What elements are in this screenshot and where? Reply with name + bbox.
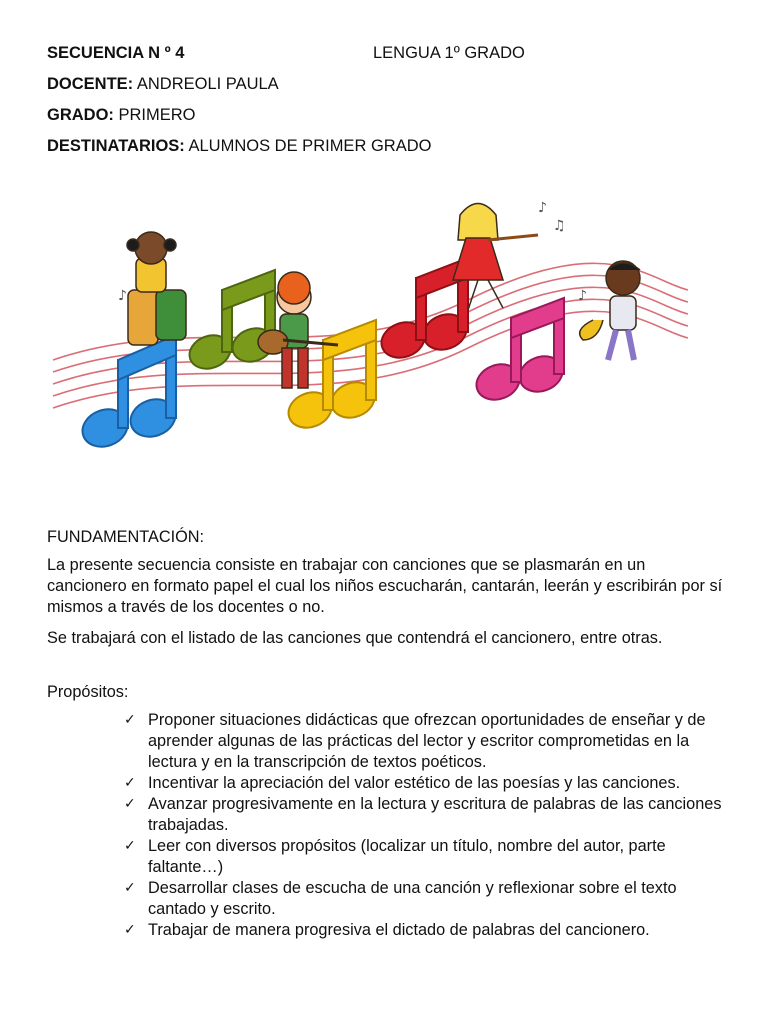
list-item: ✓ Proponer situaciones didácticas que ofrezcan oportunidades de enseñar y de aprender algunas de las prácticas del lector y escritor comprometidas en la lectura y en la transcripción de textos poéticos. bbox=[124, 711, 706, 771]
recipients-value: ALUMNOS DE PRIMER GRADO bbox=[188, 137, 432, 155]
child-drummer bbox=[127, 232, 186, 345]
fundamentacion-paragraph-1: La presente secuencia consiste en trabajar con canciones que se plasmarán en un cancionero en formato papel el cual los niños escucharán, cantarán, leerán y escribirán por sí mismos a través de los docentes o no. bbox=[47, 556, 723, 616]
recipients-label: DESTINATARIOS: bbox=[47, 137, 185, 155]
list-item: ✓ Avanzar progresivamente en la lectura y escritura de palabras de las canciones trabajadas. bbox=[124, 795, 722, 834]
grade-label: GRADO: bbox=[47, 106, 114, 124]
grade-line bbox=[47, 105, 196, 125]
list-item: ✓ Desarrollar clases de escucha de una canción y reflexionar sobre el texto cantado y escrito. bbox=[124, 879, 677, 918]
check-icon: ✓ bbox=[124, 922, 136, 938]
recipients-line bbox=[47, 136, 431, 156]
list-item: ✓ Leer con diversos propósitos (localizar un título, nombre del autor, parte faltante…) bbox=[124, 837, 666, 876]
check-icon: ✓ bbox=[124, 838, 136, 854]
list-item: ✓ Trabajar de manera progresiva el dictado de palabras del cancionero. bbox=[124, 921, 650, 939]
teacher-value: ANDREOLI PAULA bbox=[136, 75, 279, 93]
propositos-heading: Propósitos: bbox=[47, 683, 129, 701]
svg-text:♪: ♪ bbox=[578, 288, 587, 304]
check-icon: ✓ bbox=[124, 880, 136, 896]
sequence-title: SECUENCIA N º 4 bbox=[47, 44, 185, 62]
floating-small-notes bbox=[118, 200, 587, 304]
music-notes-illustration bbox=[48, 190, 698, 470]
olive-note bbox=[185, 270, 278, 374]
pink-note bbox=[472, 298, 568, 405]
svg-text:♪: ♪ bbox=[118, 288, 127, 304]
propositos-list bbox=[124, 710, 733, 941]
check-icon: ✓ bbox=[124, 712, 136, 728]
check-icon: ✓ bbox=[124, 796, 136, 812]
list-item: ✓ Incentivar la apreciación del valor estético de las poesías y las canciones. bbox=[124, 774, 681, 792]
subject-title: LENGUA 1º GRADO bbox=[373, 44, 525, 62]
fundamentacion-paragraph-2: Se trabajará con el listado de las canciones que contendrá el cancionero, entre otras. bbox=[47, 629, 663, 647]
svg-text:♪: ♪ bbox=[538, 200, 547, 216]
check-icon: ✓ bbox=[124, 775, 136, 791]
fundamentacion-heading: FUNDAMENTACIÓN: bbox=[47, 528, 205, 546]
blue-note bbox=[77, 335, 181, 453]
teacher-line bbox=[47, 74, 279, 94]
grade-value: PRIMERO bbox=[118, 106, 196, 124]
teacher-label: DOCENTE: bbox=[47, 75, 134, 93]
svg-text:♫: ♫ bbox=[553, 218, 566, 234]
